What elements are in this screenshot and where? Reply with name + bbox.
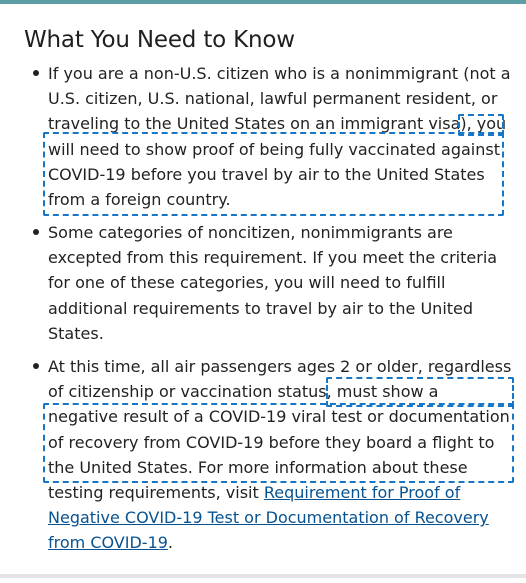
bullet-icon: [33, 229, 39, 235]
bullet-icon: [33, 70, 39, 76]
list-item-trailing-punctuation: .: [167, 533, 174, 553]
list-item-text-line: the United States. For more information about these: [48, 457, 468, 477]
top-accent-rule: [0, 0, 526, 4]
list-item-text-line: States.: [48, 323, 104, 343]
list-item-text-line: traveling to the United States on an immigrant visa), you: [48, 114, 507, 134]
list-item: [48, 220, 518, 346]
list-item-text-line: Some categories of noncitizen, nonimmigrants are: [48, 223, 453, 242]
list-item-text-line: [48, 480, 518, 505]
list-item-text-line: excepted from this requirement. If you meet the criteria: [48, 248, 498, 268]
list-item-text-line: of citizenship or vaccination status, must show a: [48, 382, 439, 402]
list-item-text-line: of recovery from COVID-19 before they board a flight to: [48, 432, 495, 452]
list-item-text-line: U.S. citizen, U.S. national, lawful permanent resident, or: [48, 89, 498, 109]
list-item: [48, 354, 518, 556]
list-item-text-line: [48, 530, 518, 555]
list-item-text-line: At this time, all air passengers ages 2 or older, regardless: [48, 357, 512, 376]
list-item-text-line: from a foreign country.: [48, 190, 231, 210]
list-item-text-line: If you are a non-U.S. citizen who is a nonimmigrant (not a: [48, 64, 511, 83]
bottom-divider: [0, 574, 526, 578]
list-item-text-line: [48, 505, 518, 530]
proof-requirement-link[interactable]: Negative COVID-19 Test or Documentation of Recovery: [48, 508, 489, 528]
list-item-text-line: for one of these categories, you will need to fulfill: [48, 273, 446, 293]
list-item-text-line: additional requirements to travel by air to the United: [48, 298, 474, 318]
list-item-text: testing requirements, visit: [48, 483, 264, 503]
list-item: [48, 61, 518, 212]
list-item-text-line: COVID-19 before you travel by air to the United States: [48, 164, 485, 184]
proof-requirement-link[interactable]: Requirement for Proof of: [263, 483, 461, 503]
list-item-text-line: negative result of a COVID-19 viral test or documentation: [48, 407, 510, 427]
section-heading: What You Need to Know: [24, 27, 295, 53]
list-item-text-line: will need to show proof of being fully vaccinated against: [48, 139, 500, 159]
proof-requirement-link[interactable]: from COVID-19: [48, 533, 168, 553]
bullet-icon: [33, 363, 39, 369]
